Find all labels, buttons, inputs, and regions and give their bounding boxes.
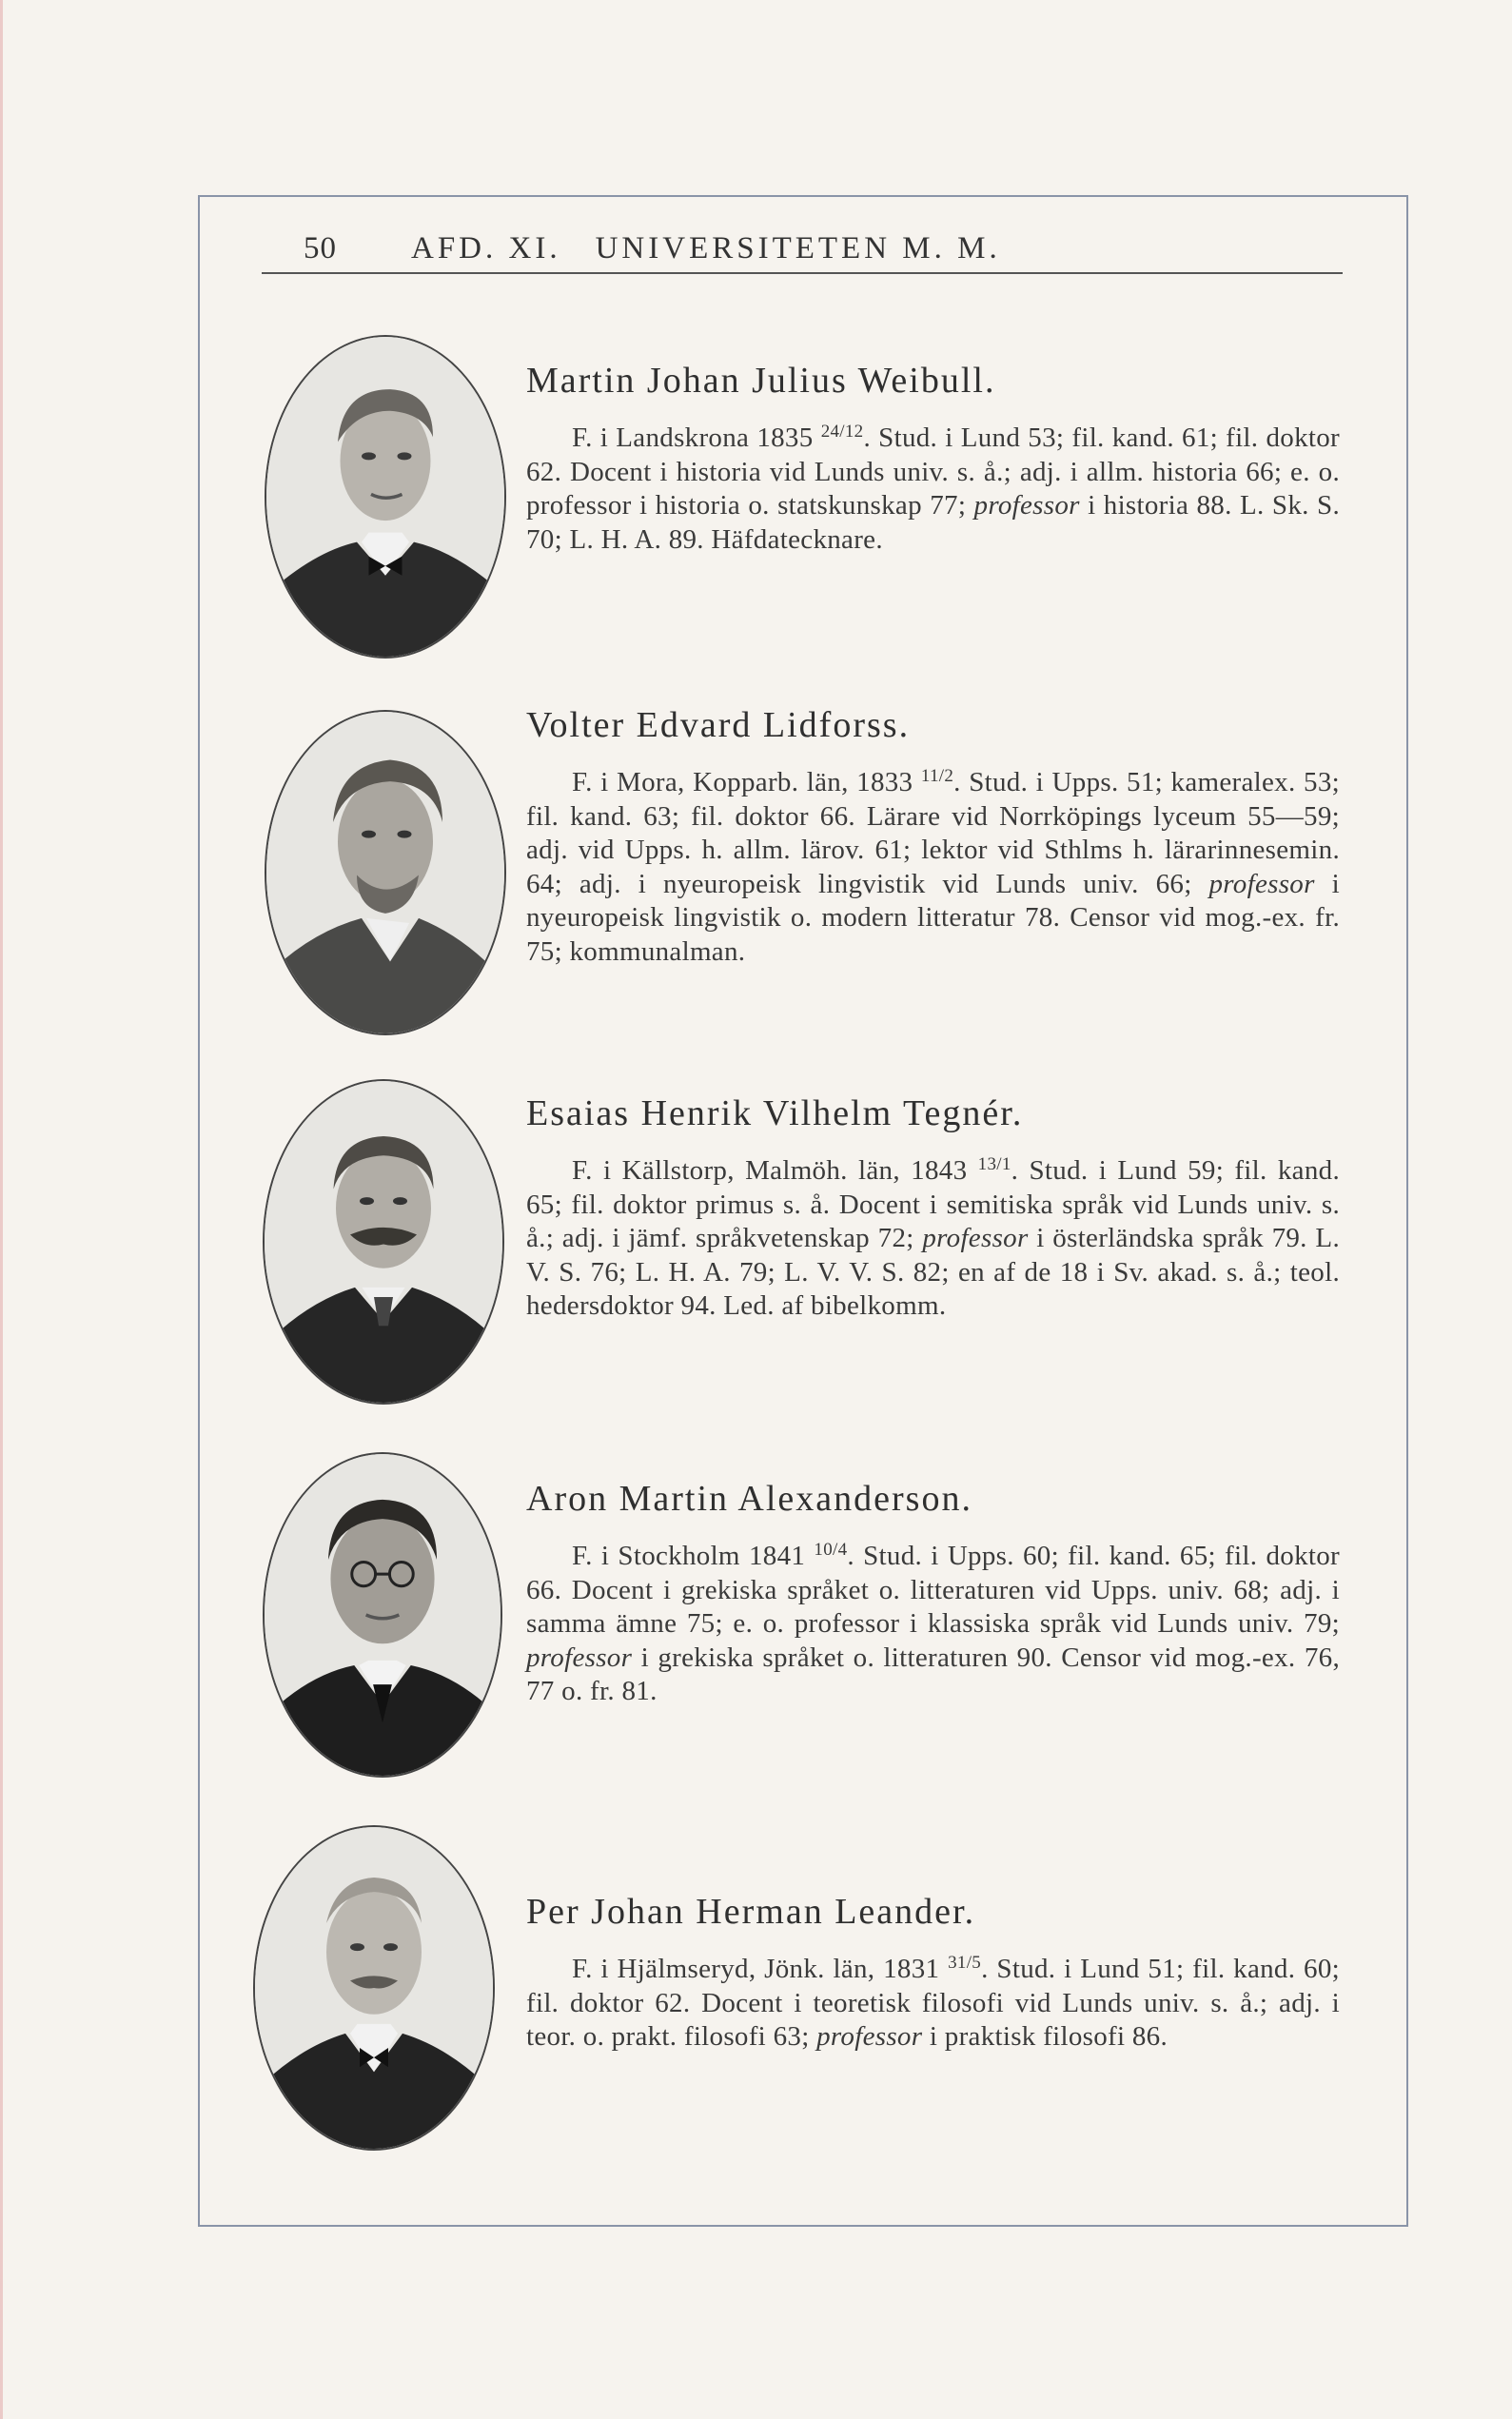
portrait-photo [255, 1827, 493, 2149]
birth-date-fraction: 11/2 [920, 766, 954, 786]
person-name: Aron Martin Alexanderson. [526, 1479, 972, 1519]
portrait-photo [265, 1081, 502, 1403]
section-label: AFD. XI. [411, 231, 561, 266]
portrait-leander [253, 1825, 495, 2151]
portrait-photo [265, 1454, 501, 1776]
portrait-lidforss [265, 710, 506, 1035]
biography: F. i Landskrona 1835 $^{24/12}$. Stud. i Lund 53; fil. kand. 61; fil. doktor 62. Docent i historia vid Lunds univ. s. å.; adj. i allm. historia 66; e. o. professor i historia o. statskunskap 77; professor i historia 88. L. Sk. S. 70; L. H. A. 89. Häfdatecknare. [526, 422, 1340, 555]
birth-date-fraction: 10/4 [814, 1540, 848, 1560]
professor-title: professor [526, 1642, 633, 1673]
person-name: Per Johan Herman Leander. [526, 1892, 976, 1932]
page-number: 50 [304, 231, 337, 266]
portrait-photo [266, 712, 504, 1033]
portrait-tegner [263, 1079, 504, 1405]
biography: F. i Mora, Kopparb. län, 1833 $^{11/2}$. Stud. i Upps. 51; kameralex. 53; fil. kand. 63; fil. doktor 66. Lärare vid Norrköpings lyceum 55—59; adj. vid Upps. h. allm. lärov. 61; lektor vid Sthlms h. lärarinnesemin. 64; adj. i nyeuropeisk lingvistik vid Lunds univ. 66; professor i nyeuropeisk lingvistik o. modern litteratur 78. Censor vid mog.-ex. fr. 75; kommunalman. [526, 766, 1340, 967]
birth-date-fraction: 13/1 [977, 1154, 1011, 1174]
biography: F. i Hjälmseryd, Jönk. län, 1831 $^{31/5}$. Stud. i Lund 51; fil. kand. 60; fil. doktor 62. Docent i teoretisk filosofi vid Lunds univ. s. å.; adj. i teor. o. prakt. filosofi 63; professor i praktisk filosofi 86. [526, 1953, 1340, 2052]
portrait-weibull [265, 335, 506, 659]
birth-date-fraction: 24/12 [820, 422, 864, 442]
running-header [262, 225, 1343, 274]
portrait-alexanderson [263, 1452, 502, 1778]
professor-title: professor [816, 2021, 923, 2052]
person-name: Volter Edvard Lidforss. [526, 705, 911, 745]
person-name: Esaias Henrik Vilhelm Tegnér. [526, 1093, 1024, 1133]
header-title: UNIVERSITETEN M. M. [595, 231, 1001, 266]
professor-title: professor [1208, 868, 1315, 899]
professor-title: professor [973, 490, 1080, 521]
page-edge [0, 0, 3, 2419]
person-name: Martin Johan Julius Weibull. [526, 361, 996, 401]
biography: F. i Stockholm 1841 $^{10/4}$. Stud. i Upps. 60; fil. kand. 65; fil. doktor 66. Docent i grekiska språket o. litteraturen vid Upps. univ. 68; adj. i samma ämne 75; e. o. professor i klassiska språk vid Lunds univ. 79; professor i grekiska språket o. litteraturen 90. Censor vid mog.-ex. 76, 77 o. fr. 81. [526, 1540, 1340, 1706]
birth-date-fraction: 31/5 [948, 1953, 982, 1973]
professor-title: professor [922, 1223, 1029, 1253]
biography: F. i Källstorp, Malmöh. län, 1843 $^{13/1}$. Stud. i Lund 59; fil. kand. 65; fil. doktor primus s. å. Docent i semitiska språk vid Lunds univ. s. å.; adj. i jämf. språkvetenskap 72; professor i österländska språk 79. L. V. S. 76; L. H. A. 79; L. V. V. S. 82; en af de 18 i Sv. akad. s. å.; teol. hedersdoktor 94. Led. af bibelkomm. [526, 1154, 1340, 1321]
portrait-photo [266, 337, 504, 657]
